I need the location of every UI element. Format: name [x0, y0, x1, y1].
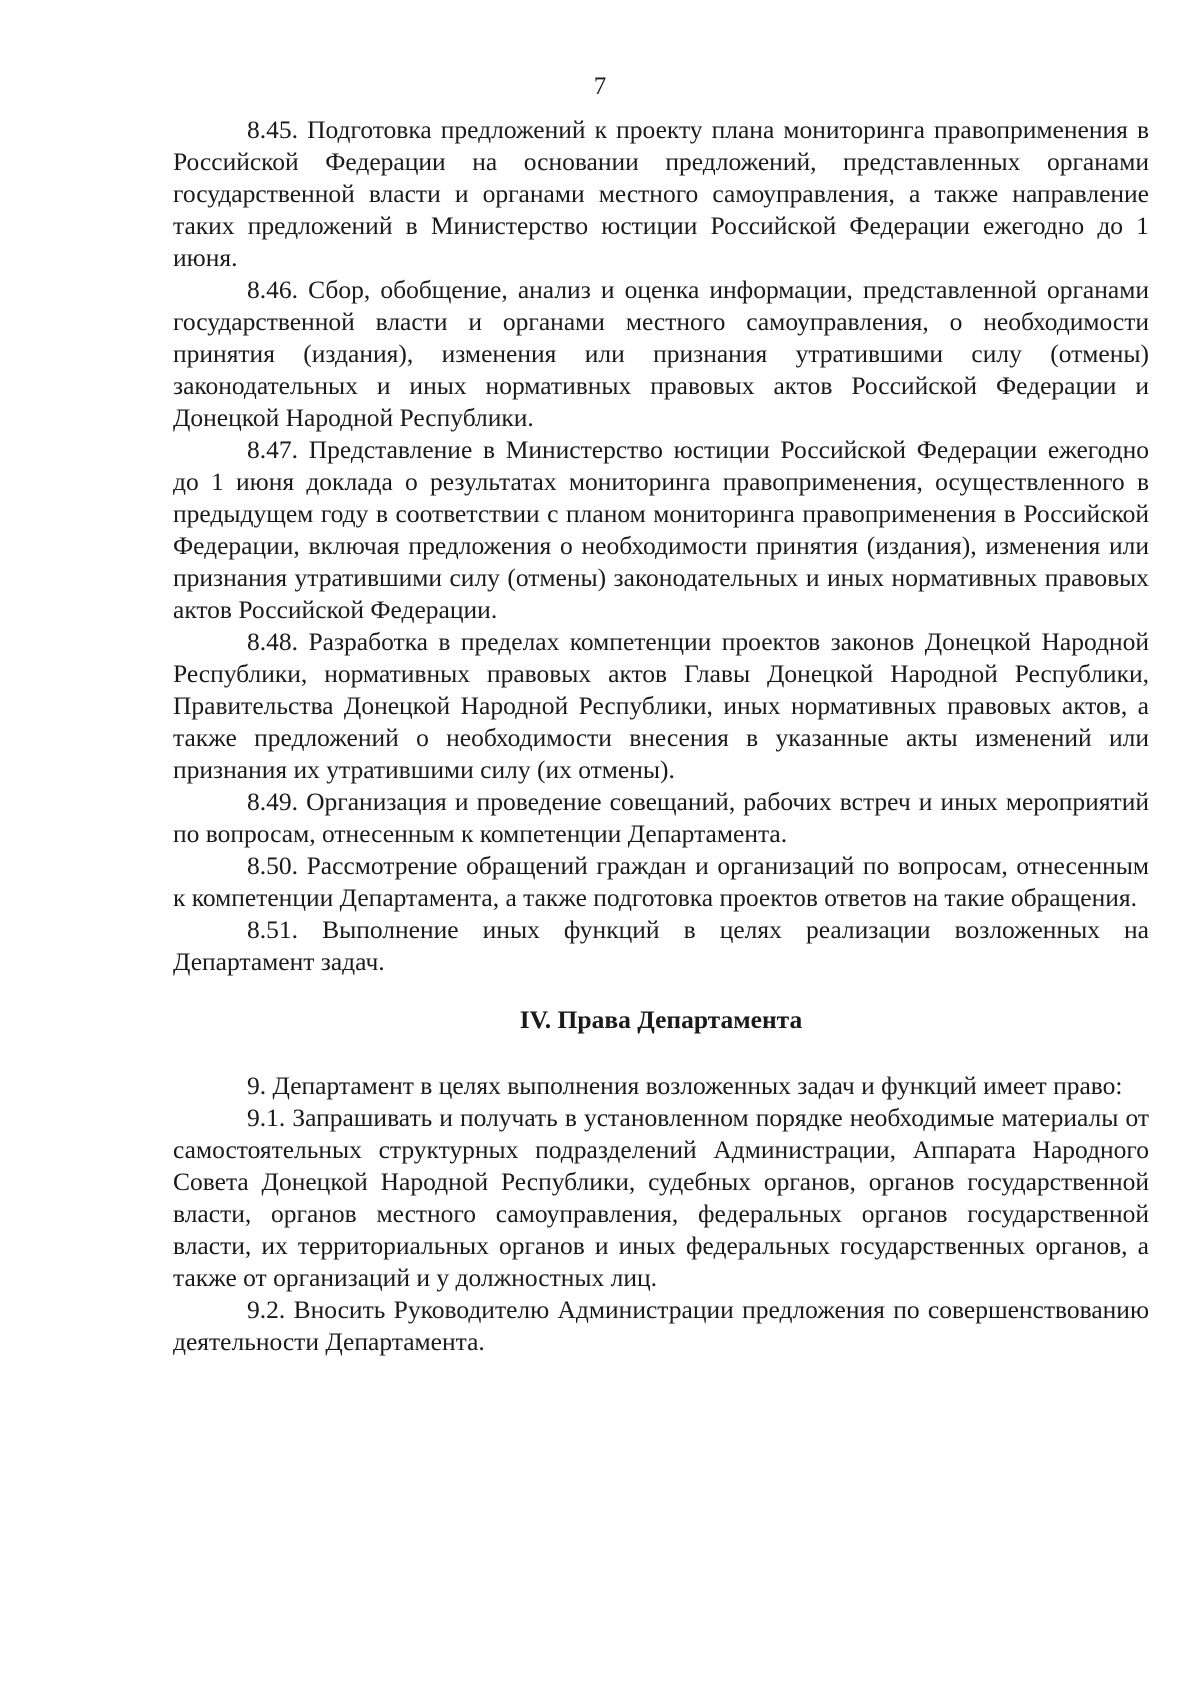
clause-8-50	[173, 850, 1149, 914]
clause-number: 8.47.	[247, 435, 298, 464]
clause-8-49	[173, 786, 1149, 850]
clause-number: 9.2.	[247, 1295, 286, 1324]
clause-number: 8.48.	[247, 627, 298, 656]
clause-8-45	[173, 114, 1149, 274]
clause-number: 9.	[247, 1071, 267, 1100]
clause-text: Подготовка предложений к проекту плана мониторинга правоприменения в Российской Федерации на основании предложений, представленных органами государственной власти и органами местного самоуправления, а также направление таких предложений в Министерство юстиции Российской Федерации ежегодно до 1 июня.	[173, 115, 1149, 272]
clause-9	[173, 1070, 1149, 1102]
clause-number: 8.51.	[247, 915, 298, 944]
clause-number: 8.50.	[247, 851, 298, 880]
document-body	[173, 114, 1149, 1358]
clause-8-51	[173, 914, 1149, 978]
clause-text: Представление в Министерство юстиции Российской Федерации ежегодно до 1 июня доклада о результатах мониторинга правоприменения, осуществленного в предыдущем году в соответствии с планом мониторинга правоприменения в Российской Федерации, включая предложения о необходимости принятия (издания), изменения или признания утратившими силу (отмены) законодательных и иных нормативных правовых актов Российской Федерации.	[173, 435, 1150, 624]
clause-text: Департамент в целях выполнения возложенных задач и функций имеет право:	[272, 1071, 1123, 1100]
clause-number: 8.46.	[247, 275, 298, 304]
clause-number: 9.1.	[247, 1103, 286, 1132]
clause-text: Разработка в пределах компетенции проектов законов Донецкой Народной Республики, нормативных правовых актов Главы Донецкой Народной Республики, Правительства Донецкой Народной Республики, иных нормативных правовых актов, а также предложений о необходимости внесения в указанные акты изменений или признания их утратившими силу (их отмены).	[173, 627, 1149, 784]
clause-text: Выполнение иных функций в целях реализации возложенных на Департамент задач.	[173, 915, 1149, 976]
clause-text: Сбор, обобщение, анализ и оценка информации, представленной органами государственной власти и органами местного самоуправления, о необходимости принятия (издания), изменения или признания утратившими силу (отмены) законодательных и иных нормативных правовых актов Российской Федерации и Донецкой Народной Республики.	[173, 275, 1149, 432]
clause-number: 8.49.	[247, 787, 298, 816]
clause-8-47	[173, 434, 1149, 626]
clause-text: Запрашивать и получать в установленном порядке необходимые материалы от самостоятельных структурных подразделений Администрации, Аппарата Народного Совета Донецкой Народной Республики, судебных органов, органов государственной власти, органов местного самоуправления, федеральных органов государственной власти, их территориальных органов и иных федеральных государственных органов, а также от организаций и у должностных лиц.	[173, 1103, 1150, 1292]
section-heading: IV. Права Департамента	[519, 1005, 803, 1034]
page-number: 7	[593, 73, 607, 100]
clause-8-46	[173, 274, 1149, 434]
clause-text: Рассмотрение обращений граждан и организаций по вопросам, отнесенным к компетенции Департамента, а также подготовка проектов ответов на такие обращения.	[173, 851, 1150, 912]
clause-text: Вносить Руководителю Администрации предложения по совершенствованию деятельности Департамента.	[173, 1295, 1150, 1356]
clause-9-1	[173, 1102, 1149, 1294]
clause-number: 8.45.	[247, 115, 298, 144]
clause-text: Организация и проведение совещаний, рабочих встреч и иных мероприятий по вопросам, отнесенным к компетенции Департамента.	[173, 787, 1149, 848]
clause-8-48	[173, 626, 1149, 786]
clause-9-2	[173, 1294, 1149, 1358]
